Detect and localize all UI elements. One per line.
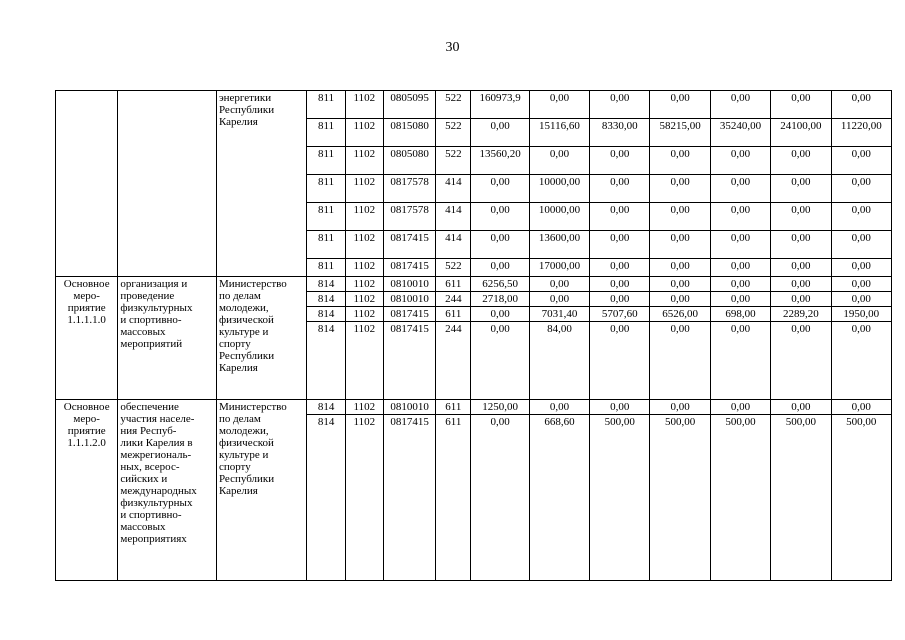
measure-name-cell-line: проведение bbox=[120, 290, 175, 302]
value-2019-cell: 2289,20 bbox=[771, 307, 831, 322]
section-code-cell: 1102 bbox=[345, 400, 383, 415]
value-2015-cell: 7031,40 bbox=[529, 307, 589, 322]
measure-name-cell-line: международных bbox=[120, 485, 197, 497]
value-2018-cell: 698,00 bbox=[710, 307, 770, 322]
value-2019-cell: 0,00 bbox=[771, 292, 831, 307]
grbs-code-cell: 811 bbox=[307, 147, 345, 175]
value-2016-cell: 0,00 bbox=[590, 203, 650, 231]
value-2018-cell: 0,00 bbox=[710, 259, 770, 277]
responsible-cell-line: по делам bbox=[218, 290, 261, 302]
expense-type-code-cell: 611 bbox=[436, 400, 471, 415]
value-2019-cell: 500,00 bbox=[771, 415, 831, 581]
value-2015-cell: 10000,00 bbox=[529, 175, 589, 203]
expense-type-code-cell: 522 bbox=[436, 91, 471, 119]
expense-type-code-cell: 522 bbox=[436, 259, 471, 277]
grbs-code-cell: 814 bbox=[307, 277, 345, 292]
value-2014-cell: 0,00 bbox=[471, 259, 529, 277]
responsible-cell-line: Республики bbox=[218, 350, 275, 362]
measure-type-cell-line: меро- bbox=[73, 290, 100, 302]
value-2016-cell: 0,00 bbox=[590, 91, 650, 119]
responsible-cell-line: Республики bbox=[218, 473, 275, 485]
measure-name-cell-line: мероприятиях bbox=[120, 533, 187, 545]
value-2019-cell: 0,00 bbox=[771, 231, 831, 259]
measure-name-cell-line: и спортивно- bbox=[120, 509, 182, 521]
value-2016-cell: 0,00 bbox=[590, 292, 650, 307]
value-2020-cell: 0,00 bbox=[831, 147, 891, 175]
measure-name-cell-line: обеспечение bbox=[120, 401, 179, 413]
responsible-cell-line: Министерство bbox=[218, 401, 287, 413]
responsible-cell-line: Карелия bbox=[218, 485, 258, 497]
section-code-cell: 1102 bbox=[345, 91, 383, 119]
target-code-cell: 0817578 bbox=[383, 175, 435, 203]
measure-type-cell-line: 1.1.1.1.0 bbox=[67, 314, 106, 326]
expense-type-code-cell: 611 bbox=[436, 307, 471, 322]
responsible-cell-line: молодежи, bbox=[218, 425, 269, 437]
measure-name-cell-line: участия населе- bbox=[120, 413, 195, 425]
value-2019-cell: 0,00 bbox=[771, 322, 831, 400]
value-2017-cell: 0,00 bbox=[650, 147, 710, 175]
value-2018-cell: 35240,00 bbox=[710, 119, 770, 147]
grbs-code-cell: 814 bbox=[307, 400, 345, 415]
value-2018-cell: 500,00 bbox=[710, 415, 770, 581]
expense-type-code-cell: 414 bbox=[436, 175, 471, 203]
grbs-code-cell: 811 bbox=[307, 91, 345, 119]
grbs-code-cell: 811 bbox=[307, 259, 345, 277]
value-2020-cell: 0,00 bbox=[831, 322, 891, 400]
value-2020-cell: 0,00 bbox=[831, 175, 891, 203]
value-2019-cell: 0,00 bbox=[771, 277, 831, 292]
expense-type-code-cell: 522 bbox=[436, 119, 471, 147]
value-2017-cell: 58215,00 bbox=[650, 119, 710, 147]
measure-type-cell-line: меро- bbox=[73, 413, 100, 425]
value-2020-cell: 500,00 bbox=[831, 415, 891, 581]
responsible-cell-line: по делам bbox=[218, 413, 261, 425]
value-2020-cell: 0,00 bbox=[831, 203, 891, 231]
expense-type-code-cell: 414 bbox=[436, 231, 471, 259]
value-2017-cell: 0,00 bbox=[650, 203, 710, 231]
value-2016-cell: 0,00 bbox=[590, 400, 650, 415]
value-2015-cell: 84,00 bbox=[529, 322, 589, 400]
value-2015-cell: 0,00 bbox=[529, 147, 589, 175]
value-2018-cell: 0,00 bbox=[710, 292, 770, 307]
value-2018-cell: 0,00 bbox=[710, 203, 770, 231]
value-2018-cell: 0,00 bbox=[710, 91, 770, 119]
value-2020-cell: 0,00 bbox=[831, 292, 891, 307]
measure-name-cell-line: сийских и bbox=[120, 473, 168, 485]
grbs-code-cell: 811 bbox=[307, 203, 345, 231]
value-2014-cell: 0,00 bbox=[471, 322, 529, 400]
responsible-cell-line: физической bbox=[218, 314, 274, 326]
responsible-cell-line: культуре и bbox=[218, 449, 269, 461]
table-row bbox=[56, 91, 892, 119]
measure-type-cell-line: приятие bbox=[67, 302, 106, 314]
section-code-cell: 1102 bbox=[345, 175, 383, 203]
value-2016-cell: 8330,00 bbox=[590, 119, 650, 147]
section-code-cell: 1102 bbox=[345, 203, 383, 231]
value-2019-cell: 0,00 bbox=[771, 175, 831, 203]
target-code-cell: 0817415 bbox=[383, 322, 435, 400]
measure-name-cell-line: организация и bbox=[120, 278, 188, 290]
section-code-cell: 1102 bbox=[345, 307, 383, 322]
section-code-cell: 1102 bbox=[345, 322, 383, 400]
value-2018-cell: 0,00 bbox=[710, 400, 770, 415]
value-2014-cell: 0,00 bbox=[471, 119, 529, 147]
measure-name-cell-line: физкультурных bbox=[120, 302, 193, 314]
value-2017-cell: 0,00 bbox=[650, 400, 710, 415]
responsible-cell bbox=[216, 91, 307, 277]
value-2019-cell: 0,00 bbox=[771, 400, 831, 415]
value-2019-cell: 0,00 bbox=[771, 91, 831, 119]
expense-type-code-cell: 611 bbox=[436, 415, 471, 581]
value-2015-cell: 13600,00 bbox=[529, 231, 589, 259]
value-2016-cell: 0,00 bbox=[590, 322, 650, 400]
target-code-cell: 0815080 bbox=[383, 119, 435, 147]
target-code-cell: 0805095 bbox=[383, 91, 435, 119]
measure-name-cell-line: лики Карелия в bbox=[120, 437, 193, 449]
value-2020-cell: 0,00 bbox=[831, 400, 891, 415]
value-2020-cell: 11220,00 bbox=[831, 119, 891, 147]
section-code-cell: 1102 bbox=[345, 277, 383, 292]
value-2014-cell: 160973,9 bbox=[471, 91, 529, 119]
measure-name-cell-line: физкультурных bbox=[120, 497, 193, 509]
value-2015-cell: 0,00 bbox=[529, 400, 589, 415]
section-code-cell: 1102 bbox=[345, 259, 383, 277]
measure-name-cell-line: ных, всерос- bbox=[120, 461, 180, 473]
value-2014-cell: 1250,00 bbox=[471, 400, 529, 415]
expense-type-code-cell: 244 bbox=[436, 292, 471, 307]
table-row bbox=[56, 277, 892, 292]
value-2014-cell: 0,00 bbox=[471, 307, 529, 322]
value-2016-cell: 0,00 bbox=[590, 175, 650, 203]
target-code-cell: 0805080 bbox=[383, 147, 435, 175]
grbs-code-cell: 811 bbox=[307, 119, 345, 147]
measure-type-cell-line: приятие bbox=[67, 425, 106, 437]
value-2019-cell: 0,00 bbox=[771, 147, 831, 175]
value-2015-cell: 10000,00 bbox=[529, 203, 589, 231]
measure-name-cell-line: мероприятий bbox=[120, 338, 183, 350]
value-2017-cell: 0,00 bbox=[650, 91, 710, 119]
value-2020-cell: 0,00 bbox=[831, 259, 891, 277]
value-2016-cell: 0,00 bbox=[590, 147, 650, 175]
section-code-cell: 1102 bbox=[345, 147, 383, 175]
expense-type-code-cell: 611 bbox=[436, 277, 471, 292]
value-2014-cell: 13560,20 bbox=[471, 147, 529, 175]
table-row bbox=[56, 400, 892, 415]
expense-type-code-cell: 414 bbox=[436, 203, 471, 231]
measure-name-cell bbox=[118, 400, 217, 581]
target-code-cell: 0817578 bbox=[383, 203, 435, 231]
measure-type-cell bbox=[56, 91, 118, 277]
target-code-cell: 0817415 bbox=[383, 415, 435, 581]
value-2017-cell: 0,00 bbox=[650, 292, 710, 307]
target-code-cell: 0817415 bbox=[383, 231, 435, 259]
target-code-cell: 0810010 bbox=[383, 277, 435, 292]
value-2014-cell: 0,00 bbox=[471, 175, 529, 203]
measure-type-cell-line: 1.1.1.2.0 bbox=[67, 437, 106, 449]
responsible-cell-line: спорту bbox=[218, 338, 251, 350]
responsible-cell-line: Карелия bbox=[218, 116, 258, 128]
value-2014-cell: 0,00 bbox=[471, 415, 529, 581]
value-2019-cell: 0,00 bbox=[771, 259, 831, 277]
measure-name-cell bbox=[118, 91, 217, 277]
measure-name-cell-line: массовых bbox=[120, 326, 166, 338]
page-number: 30 bbox=[445, 40, 460, 55]
value-2018-cell: 0,00 bbox=[710, 147, 770, 175]
responsible-cell-line: физической bbox=[218, 437, 274, 449]
value-2015-cell: 17000,00 bbox=[529, 259, 589, 277]
measure-type-cell bbox=[56, 277, 118, 400]
value-2020-cell: 1950,00 bbox=[831, 307, 891, 322]
grbs-code-cell: 814 bbox=[307, 415, 345, 581]
target-code-cell: 0810010 bbox=[383, 400, 435, 415]
expense-type-code-cell: 522 bbox=[436, 147, 471, 175]
value-2018-cell: 0,00 bbox=[710, 231, 770, 259]
responsible-cell-line: спорту bbox=[218, 461, 251, 473]
value-2014-cell: 2718,00 bbox=[471, 292, 529, 307]
value-2015-cell: 0,00 bbox=[529, 292, 589, 307]
measure-name-cell-line: межрегиональ- bbox=[120, 449, 192, 461]
grbs-code-cell: 811 bbox=[307, 231, 345, 259]
value-2015-cell: 668,60 bbox=[529, 415, 589, 581]
section-code-cell: 1102 bbox=[345, 292, 383, 307]
value-2015-cell: 15116,60 bbox=[529, 119, 589, 147]
responsible-cell-line: энергетики bbox=[218, 92, 272, 104]
measure-type-cell-line: Основное bbox=[63, 401, 110, 413]
grbs-code-cell: 814 bbox=[307, 307, 345, 322]
measure-name-cell-line: и спортивно- bbox=[120, 314, 182, 326]
value-2015-cell: 0,00 bbox=[529, 91, 589, 119]
grbs-code-cell: 811 bbox=[307, 175, 345, 203]
responsible-cell bbox=[216, 400, 307, 581]
measure-type-cell bbox=[56, 400, 118, 581]
value-2018-cell: 0,00 bbox=[710, 277, 770, 292]
value-2017-cell: 0,00 bbox=[650, 322, 710, 400]
grbs-code-cell: 814 bbox=[307, 322, 345, 400]
value-2017-cell: 0,00 bbox=[650, 259, 710, 277]
value-2018-cell: 0,00 bbox=[710, 322, 770, 400]
value-2014-cell: 0,00 bbox=[471, 231, 529, 259]
value-2016-cell: 0,00 bbox=[590, 231, 650, 259]
section-code-cell: 1102 bbox=[345, 231, 383, 259]
value-2016-cell: 5707,60 bbox=[590, 307, 650, 322]
value-2017-cell: 0,00 bbox=[650, 175, 710, 203]
value-2020-cell: 0,00 bbox=[831, 91, 891, 119]
grbs-code-cell: 814 bbox=[307, 292, 345, 307]
value-2019-cell: 0,00 bbox=[771, 203, 831, 231]
section-code-cell: 1102 bbox=[345, 119, 383, 147]
value-2014-cell: 0,00 bbox=[471, 203, 529, 231]
value-2016-cell: 0,00 bbox=[590, 277, 650, 292]
responsible-cell-line: Карелия bbox=[218, 362, 258, 374]
measure-name-cell-line: ния Респуб- bbox=[120, 425, 177, 437]
value-2016-cell: 0,00 bbox=[590, 259, 650, 277]
responsible-cell-line: культуре и bbox=[218, 326, 269, 338]
value-2014-cell: 6256,50 bbox=[471, 277, 529, 292]
value-2020-cell: 0,00 bbox=[831, 231, 891, 259]
budget-table bbox=[55, 90, 892, 581]
measure-name-cell-line: массовых bbox=[120, 521, 166, 533]
value-2016-cell: 500,00 bbox=[590, 415, 650, 581]
value-2019-cell: 24100,00 bbox=[771, 119, 831, 147]
measure-type-cell-line: Основное bbox=[63, 278, 110, 290]
expense-type-code-cell: 244 bbox=[436, 322, 471, 400]
target-code-cell: 0817415 bbox=[383, 307, 435, 322]
responsible-cell bbox=[216, 277, 307, 400]
responsible-cell-line: Министерство bbox=[218, 278, 287, 290]
value-2017-cell: 0,00 bbox=[650, 277, 710, 292]
target-code-cell: 0817415 bbox=[383, 259, 435, 277]
target-code-cell: 0810010 bbox=[383, 292, 435, 307]
value-2018-cell: 0,00 bbox=[710, 175, 770, 203]
value-2015-cell: 0,00 bbox=[529, 277, 589, 292]
value-2017-cell: 500,00 bbox=[650, 415, 710, 581]
section-code-cell: 1102 bbox=[345, 415, 383, 581]
value-2017-cell: 0,00 bbox=[650, 231, 710, 259]
value-2017-cell: 6526,00 bbox=[650, 307, 710, 322]
responsible-cell-line: молодежи, bbox=[218, 302, 269, 314]
value-2020-cell: 0,00 bbox=[831, 277, 891, 292]
measure-name-cell bbox=[118, 277, 217, 400]
responsible-cell-line: Республики bbox=[218, 104, 275, 116]
